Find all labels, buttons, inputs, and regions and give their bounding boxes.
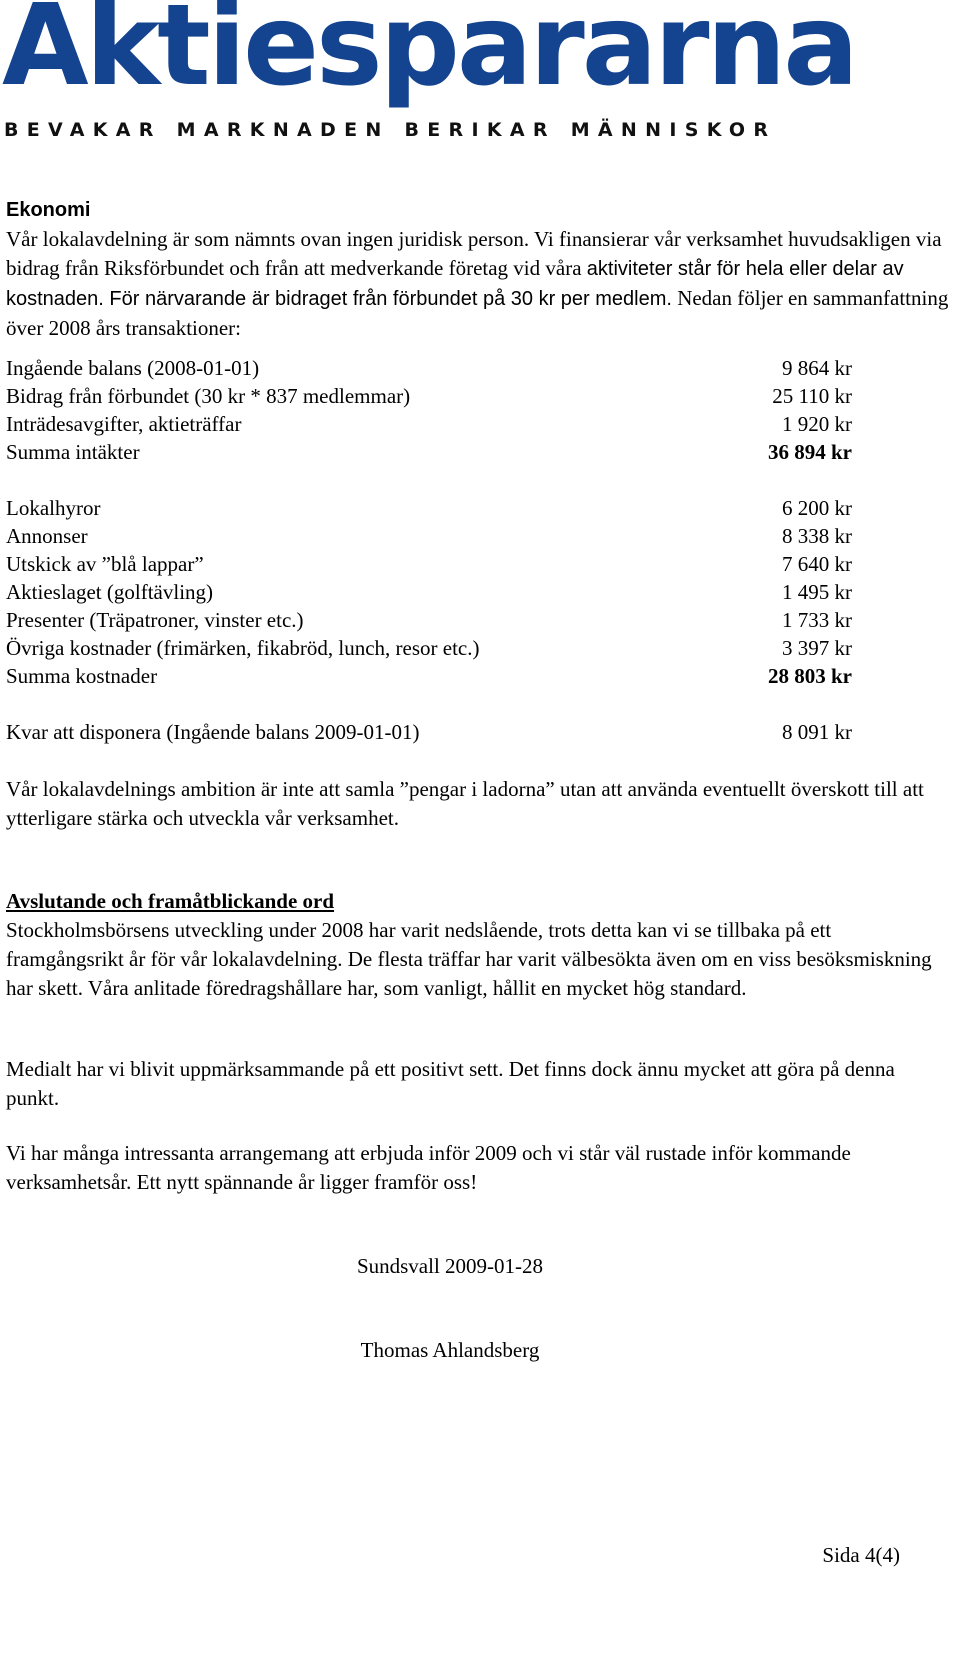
row-label: Bidrag från förbundet (30 kr * 837 medlemmar) xyxy=(6,384,411,408)
cost-row xyxy=(6,578,852,606)
remaining-row xyxy=(6,718,852,746)
costs-total-row xyxy=(6,662,852,690)
economy-intro xyxy=(6,225,956,343)
ambition-text: Vår lokalavdelnings ambition är inte att samla ”pengar i ladorna” utan att använda eventuellt överskott till att ytterligare stärka och utveckla vår verksamhet. xyxy=(6,777,924,830)
signature-name: Thomas Ahlandsberg xyxy=(360,1338,540,1362)
income-row xyxy=(6,410,852,438)
page-number: Sida 4(4) xyxy=(822,1543,900,1567)
economy-section xyxy=(6,196,956,343)
aktiespararna-logo xyxy=(2,0,952,145)
row-label: Ingående balans (2008-01-01) xyxy=(6,356,260,380)
logo-tagline: BEVAKAR MARKNADEN BERIKAR MÄNNISKOR xyxy=(4,119,777,141)
closing-heading: Avslutande och framåtblickande ord xyxy=(6,889,335,913)
ambition-paragraph xyxy=(6,775,951,833)
place-date: Sundsvall 2009-01-28 xyxy=(356,1254,544,1278)
economy-intro-serif: Vår lokalavdelning är som nämnts ovan ingen juridisk person. Vi finansierar vår verksamhet huvudsakligen via bidrag från Riksförbundet och från att medverkande företag vid våra xyxy=(6,227,942,280)
income-row xyxy=(6,382,852,410)
economy-intro-tail: Nedan följer en sammanfattning över 2008 års transaktioner: xyxy=(6,286,949,340)
closing-paragraph: Medialt har vi blivit uppmärksammande på ett positivt sett. Det finns dock ännu mycket att göra på denna punkt. xyxy=(6,1057,895,1110)
closing-paragraph: Vi har många intressanta arrangemang att erbjuda inför 2009 och vi står väl rustade inför kommande verksamhetsår. Ett nytt spännande år ligger framför oss! xyxy=(6,1141,851,1194)
row-label: Presenter (Träpatroner, vinster etc.) xyxy=(6,608,304,632)
remaining-label: Kvar att disponera (Ingående balans 2009-01-01) xyxy=(6,720,420,744)
income-total-row xyxy=(6,438,852,466)
economy-intro-sans: aktiviteter står för hela eller delar av kostnaden. För närvarande är bidraget från förbundet på 30 kr per medlem. xyxy=(6,258,904,310)
row-amount: 3 397 kr xyxy=(782,636,852,660)
cost-row xyxy=(6,606,852,634)
cost-row xyxy=(6,522,852,550)
income-row xyxy=(6,354,852,382)
row-label: Aktieslaget (golftävling) xyxy=(6,580,214,604)
costs-total-amount: 28 803 kr xyxy=(768,664,852,688)
row-amount: 1 495 kr xyxy=(782,580,852,604)
financial-summary xyxy=(6,354,852,746)
closing-section xyxy=(6,887,951,1003)
closing-paragraph: Stockholmsbörsens utveckling under 2008 har varit nedslående, trots detta kan vi se tillbaka på ett framgångsrikt år för vår lokalavdelning. De flesta träffar har varit välbesökta även om en viss besöksmiskning har skett. Våra anlitade föredragshållare har, som vanligt, hållit en mycket hög standard. xyxy=(6,918,932,1000)
row-amount: 7 640 kr xyxy=(782,552,852,576)
cost-row xyxy=(6,550,852,578)
outlook-paragraph-block xyxy=(6,1139,951,1197)
remaining-amount: 8 091 kr xyxy=(782,720,852,744)
economy-heading: Ekonomi xyxy=(6,199,91,221)
row-label: Övriga kostnader (frimärken, fikabröd, lunch, resor etc.) xyxy=(6,636,480,660)
income-total-amount: 36 894 kr xyxy=(768,440,852,464)
income-total-label: Summa intäkter xyxy=(6,440,140,464)
media-paragraph-block xyxy=(6,1055,951,1113)
costs-total-label: Summa kostnader xyxy=(6,664,158,688)
row-amount: 1 733 kr xyxy=(782,608,852,632)
row-amount: 25 110 kr xyxy=(772,384,852,408)
row-label: Utskick av ”blå lappar” xyxy=(6,552,204,576)
row-amount: 9 864 kr xyxy=(782,356,852,380)
row-amount: 1 920 kr xyxy=(782,412,852,436)
row-label: Inträdesavgifter, aktieträffar xyxy=(6,412,242,436)
row-amount: 6 200 kr xyxy=(782,496,852,520)
row-label: Lokalhyror xyxy=(6,496,101,520)
cost-row xyxy=(6,494,852,522)
row-amount: 8 338 kr xyxy=(782,524,852,548)
cost-row xyxy=(6,634,852,662)
logo-wordmark: Aktiespararna xyxy=(2,0,856,111)
row-label: Annonser xyxy=(6,524,88,548)
